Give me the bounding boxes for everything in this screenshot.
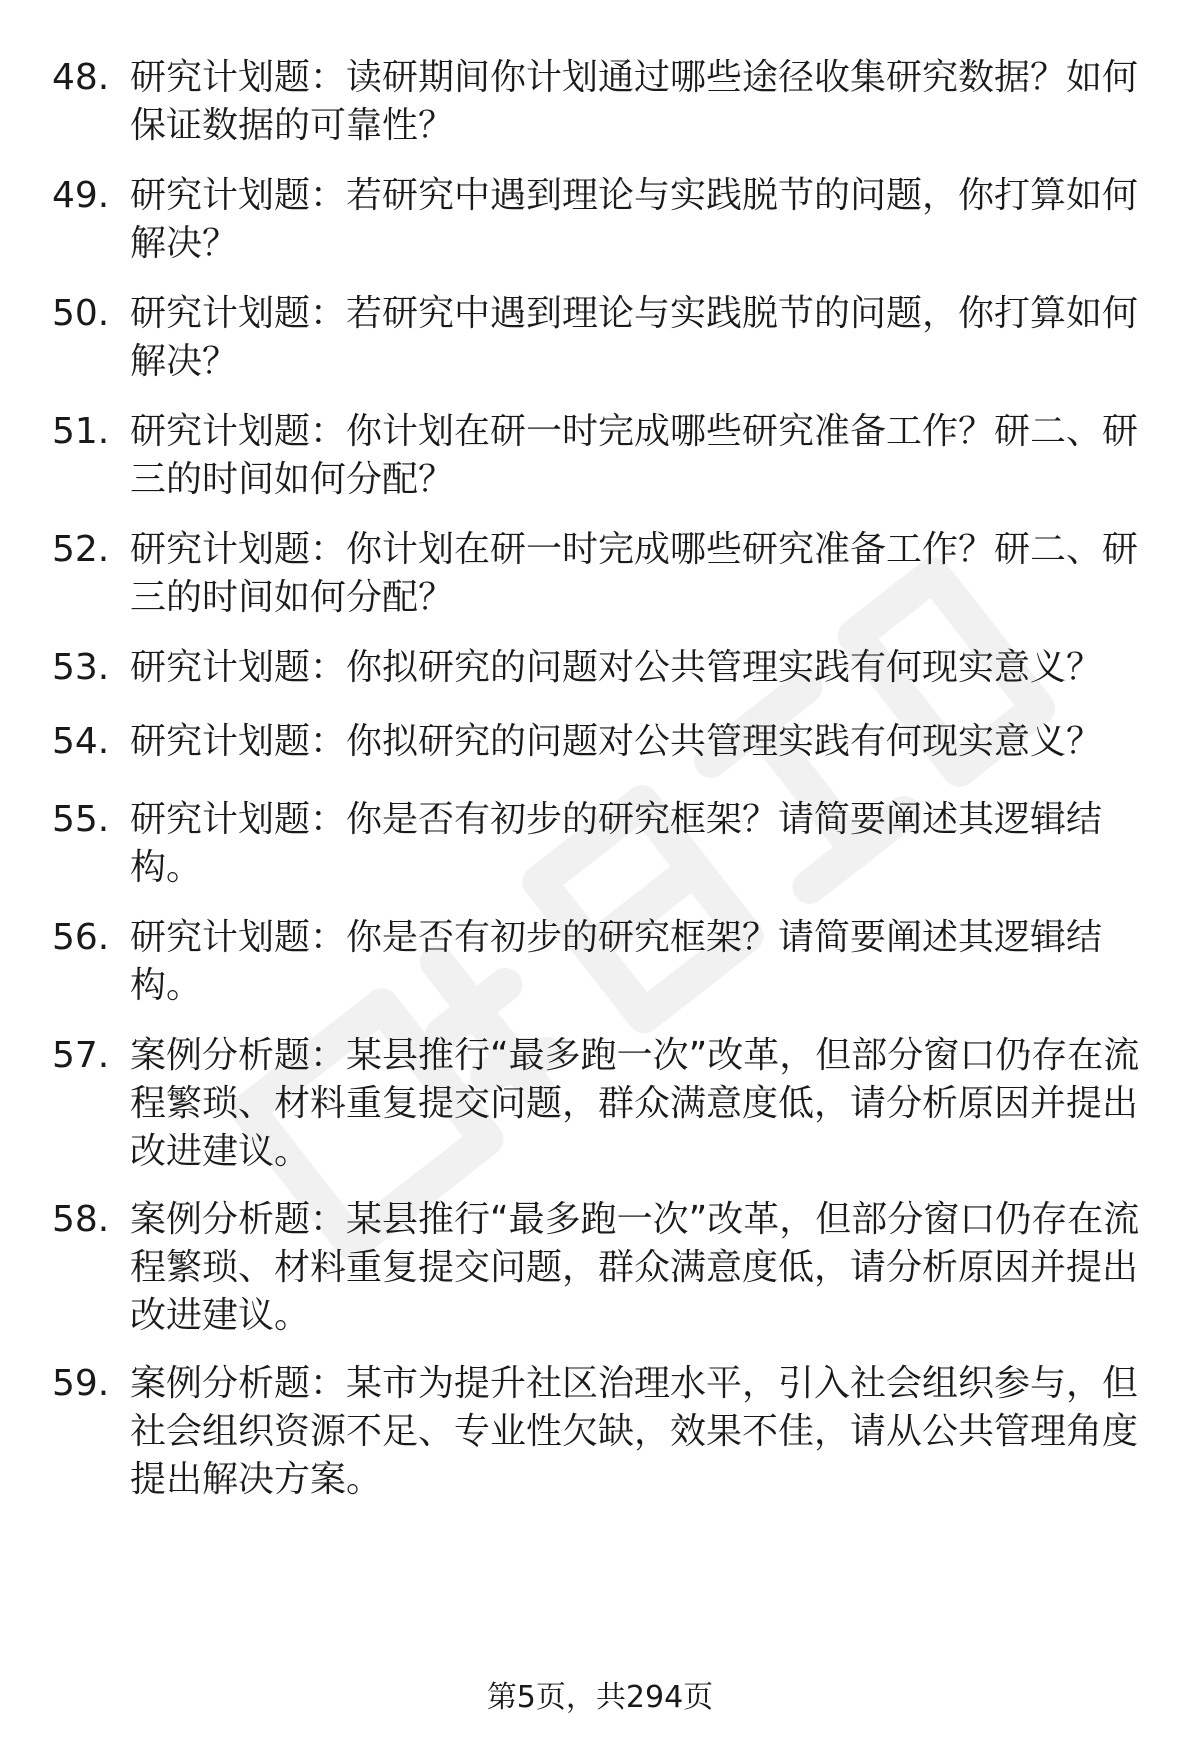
question-number: 58. — [52, 1199, 110, 1240]
question-number: 48. — [52, 57, 110, 98]
question-text: 研究计划题：你拟研究的问题对公共管理实践有何现实意义？ — [130, 647, 1103, 688]
page-footer: 第5页，共294页 — [486, 1680, 714, 1715]
list-item — [52, 644, 1152, 692]
list-item — [52, 1032, 1152, 1176]
list-item — [52, 54, 1152, 150]
list-item — [52, 408, 1152, 504]
question-number: 54. — [52, 721, 110, 762]
list-item — [52, 914, 1152, 1010]
question-text: 案例分析题：某市为提升社区治理水平，引入社会组织参与，但社会组织资源不足、专业性欠缺，效果不佳，请从公共管理角度提出解决方案。 — [130, 1363, 1139, 1500]
question-text: 研究计划题：若研究中遇到理论与实践脱节的问题，你打算如何解决？ — [130, 293, 1139, 382]
question-number: 52. — [52, 529, 110, 570]
question-text: 研究计划题：若研究中遇到理论与实践脱节的问题，你打算如何解决？ — [130, 175, 1139, 264]
question-number: 57. — [52, 1035, 110, 1076]
question-text: 研究计划题：你拟研究的问题对公共管理实践有何现实意义？ — [130, 721, 1103, 762]
question-number: 55. — [52, 799, 110, 840]
question-text: 研究计划题：你是否有初步的研究框架？请简要阐述其逻辑结构。 — [130, 917, 1103, 1006]
question-text: 研究计划题：读研期间你计划通过哪些途径收集研究数据？如何保证数据的可靠性？ — [130, 57, 1139, 146]
list-item — [52, 290, 1152, 386]
question-text: 案例分析题：某县推行“最多跑一次”改革，但部分窗口仍存在流程繁琐、材料重复提交问题，群众满意度低，请分析原因并提出改进建议。 — [130, 1035, 1140, 1172]
list-item — [52, 796, 1152, 892]
question-text: 研究计划题：你是否有初步的研究框架？请简要阐述其逻辑结构。 — [130, 799, 1103, 888]
question-number: 50. — [52, 293, 110, 334]
question-number: 49. — [52, 175, 110, 216]
list-item — [52, 1196, 1152, 1340]
question-number: 51. — [52, 411, 110, 452]
list-item — [52, 172, 1152, 268]
question-text: 案例分析题：某县推行“最多跑一次”改革，但部分窗口仍存在流程繁琐、材料重复提交问题，群众满意度低，请分析原因并提出改进建议。 — [130, 1199, 1140, 1336]
question-number: 59. — [52, 1363, 110, 1404]
list-item — [52, 1360, 1152, 1504]
question-text: 研究计划题：你计划在研一时完成哪些研究准备工作？研二、研三的时间如何分配？ — [130, 529, 1139, 618]
list-item — [52, 526, 1152, 622]
question-number: 56. — [52, 917, 110, 958]
list-item — [52, 718, 1152, 766]
question-number: 53. — [52, 647, 110, 688]
question-text: 研究计划题：你计划在研一时完成哪些研究准备工作？研二、研三的时间如何分配？ — [130, 411, 1139, 500]
